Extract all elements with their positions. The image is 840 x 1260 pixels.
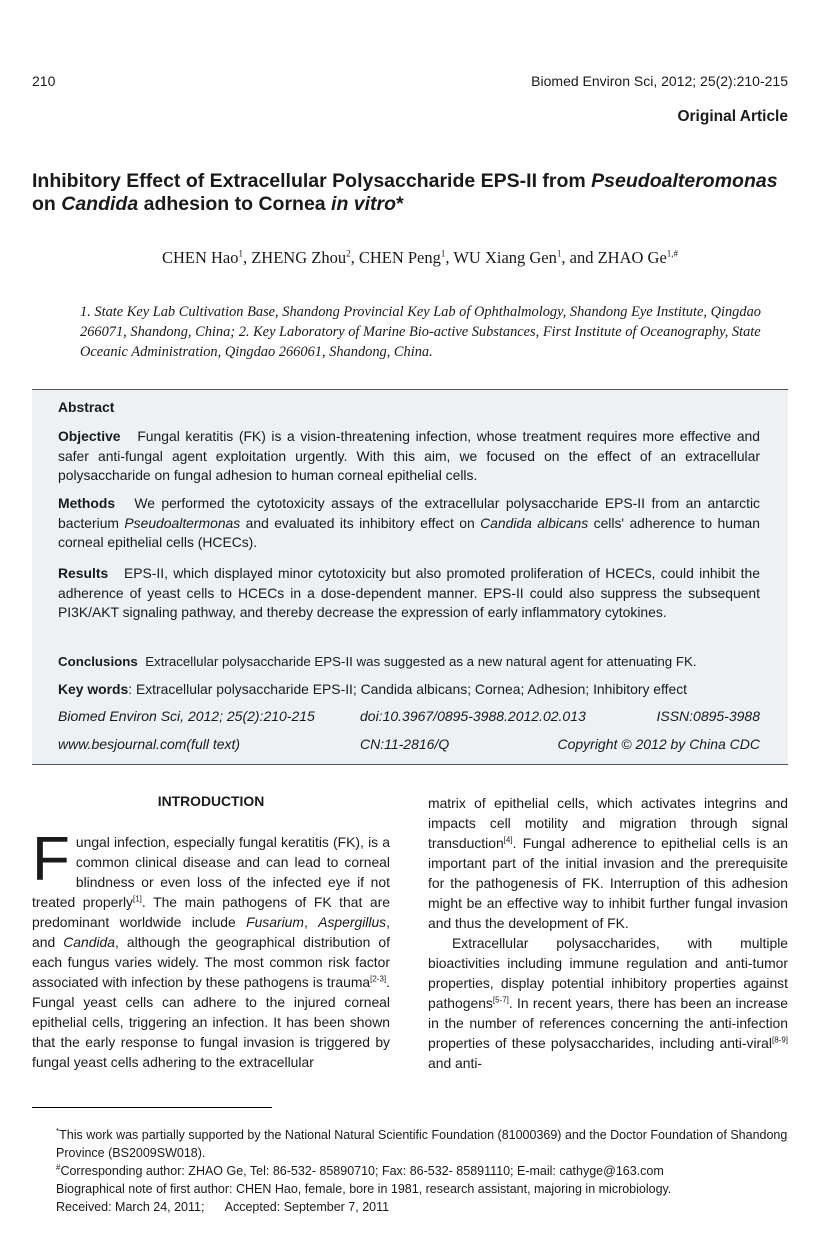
article-type: Original Article (677, 108, 788, 125)
footnote-dates: Received: March 24, 2011; Accepted: September 7, 2011 (56, 1200, 390, 1214)
dropcap-letter: F (32, 825, 70, 894)
right-paragraph-2: Extracellular polysaccharides, with multiple bioactivities including immune regulation and anti-tumor properties, display potential inhibitory properties against pathogens[5-7]. In recent years, there has been an increase in the number of references concerning the anti-infection properties of these polysaccharides, including anti-viral[8-9] and anti- (428, 935, 788, 1071)
page-number: 210 (32, 73, 56, 89)
abstract-keywords: Key words: Extracellular polysaccharide EPS-II; Candida albicans; Cornea; Adhesion; Inhibitory effect (58, 681, 688, 697)
footnote-funding: *This work was partially supported by the National Natural Scientific Foundation (81000369) and the Doctor Foundation of Shandong Province (BS2009SW018). (56, 1126, 788, 1160)
journal-citation: Biomed Environ Sci, 2012; 25(2):210-215 (531, 73, 788, 89)
abstract-objective: Objective Fungal keratitis (FK) is a vision-threatening infection, whose treatment requires more effective and safer anti-fungal agent exploitation urgently. With this aim, we focused on the effect of an extracellular polysaccharide on fungal adhesion to human corneal epithelial cells. (58, 428, 760, 484)
section-heading-introduction: INTRODUCTION (157, 793, 265, 809)
affiliations: 1. State Key Lab Cultivation Base, Shandong Provincial Key Lab of Ophthalmology, Shandong Eye Institute, Qingdao 266071, Shandong, China; 2. Key Laboratory of Marine Bio-active Substances, First Institute of Oceanography, State Oceanic Administration, Qingdao 266061, Shandong, China. (80, 304, 761, 360)
meta-doi[interactable]: doi:10.3967/0895-3988.2012.02.013 (360, 708, 586, 724)
author-list: CHEN Hao$^1$, ZHENG Zhou$^2$, CHEN Peng$^1$, WU Xiang Gen$^1$, and ZHAO $Ge^{1,\#}$ (161, 248, 679, 267)
abstract-conclusions: Conclusions Extracellular polysaccharide EPS-II was suggested as a new natural agent for attenuating FK. (58, 654, 697, 669)
abstract-results: Results EPS-II, which displayed minor cytotoxicity but also promoted proliferation of HCECs, could inhibit the adherence of yeast cells to HCECs in a dose-dependent manner. EPS-II could also suppress the subsequent PI3K/AKT signaling pathway, and thereby decrease the expression of early inflammatory cytokines. (58, 565, 760, 621)
footnote-corresponding: #Corresponding author: ZHAO Ge, Tel: 86-532- 85890710; Fax: 86-532- 85891110; E-mail: cathyge@163.com (56, 1162, 664, 1178)
right-column-text (428, 793, 788, 1073)
abstract-methods: Methods We performed the cytotoxicity assays of the extracellular polysaccharide EPS-II from an antarctic bacterium Pseudoaltermonas and evaluated its inhibitory effect on Candida albicans cells' adherence to human corneal epithelial cells (HCECs). (58, 495, 760, 551)
abstract-heading: Abstract (58, 399, 115, 415)
introduction-paragraph-1: Fungal infection, especially fungal keratitis (FK), is a common clinical disease and can lead to corneal blindness or even loss of the infected eye if not treated properly[1]. The main pathogens of FK that are predominant worldwide include Fusarium, Aspergillus, and Candida, although the geographical distribution of each fungus varies widely. The most common risk factor associated with infection by these pathogens is trauma[2-3]. Fungal yeast cells can adhere to the injured corneal epithelial cells, triggering an infection. It has been shown that the early response to fungal invasion is triggered by fungal yeast cells adhering to the extracellular (32, 825, 390, 1070)
article-title: Inhibitory Effect of Extracellular Polysaccharide EPS-II from Pseudoalteromonas on Candida adhesion to Cornea in vitro* (32, 170, 778, 215)
footnote-rule (32, 1107, 272, 1108)
meta-citation: Biomed Environ Sci, 2012; 25(2):210-215 (58, 708, 315, 724)
footnote-biography: Biographical note of first author: CHEN Hao, female, bore in 1981, research assistant, majoring in microbiology. (56, 1182, 672, 1196)
abstract-box (32, 389, 788, 765)
meta-copyright: Copyright © 2012 by China CDC (557, 736, 760, 752)
footnotes (56, 1126, 792, 1216)
meta-issn: ISSN:0895-3988 (656, 708, 760, 724)
meta-website[interactable]: www.besjournal.com(full text) (58, 736, 241, 752)
right-paragraph-1: matrix of epithelial cells, which activates integrins and impacts cell motility and migration through signal transduction[4]. Fungal adherence to epithelial cells is an important part of the initial invasion and the prerequisite for the pathogenesis of FK. Interruption of this adhesion might be an effective way to inhibit further fungal invasion and thus the development of FK. (428, 795, 788, 931)
meta-cn: CN:11-2816/Q (360, 736, 450, 752)
